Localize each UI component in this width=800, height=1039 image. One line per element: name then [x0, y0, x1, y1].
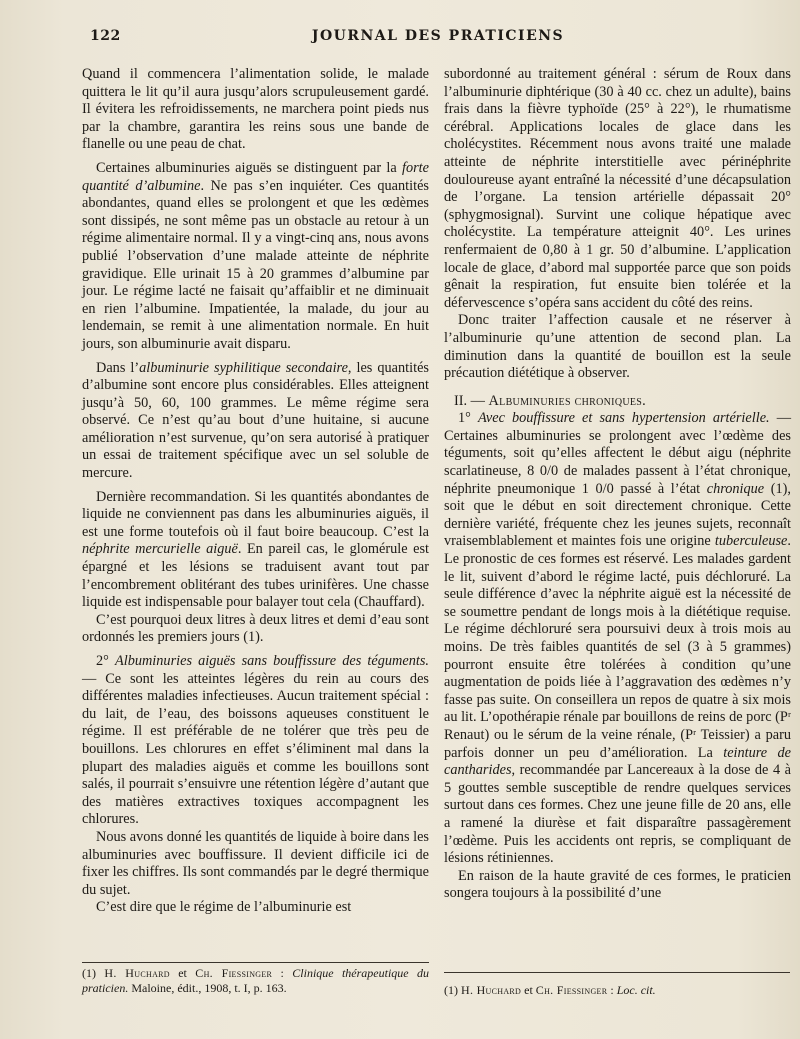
- right-column: [444, 66, 791, 961]
- subsection-title: Avec bouffissure et sans hypertension artérielle.: [477, 410, 770, 427]
- paragraph: C’est pourquoi deux litres à deux litres et demi d’eau sont ordonnés les premiers jours (1).: [82, 611, 429, 646]
- paragraph: Nous avons donné les quantités de liquide à boire dans les albuminuries avec bouffissure. Il devient difficile ici de fixer les chiffres. Ils sont commandés par le degré thermique du sujet.: [82, 828, 429, 898]
- running-head: [88, 24, 788, 48]
- emphasis: forte quantité d’albumine: [82, 159, 429, 194]
- journal-title: JOURNAL DES PRATICIENS: [311, 28, 565, 44]
- paragraph: Donc traiter l’affection causale et ne réserver à l’albuminurie qu’une attention de second plan. La diminution dans la quantité de bouillon est la seule précaution diététique à observer.: [444, 312, 791, 382]
- paragraph: En raison de la haute gravité de ces formes, le praticien songera toujours à la possibilité d’une: [444, 867, 791, 902]
- paragraph: Certaines albuminuries aiguës se distinguent par la forte quantité d’albumine. Ne pas s’en inquiéter. Ces quantités abondantes, quand elles se prolongent et que les œdèmes sont dissipés, ne sont même pas un obstacle au retour à un régime alimentaire normal. Il y a vingt-cinq ans, nous avons publié l’observation d’une malade atteinte de néphrite gravidique. Elle urinait 15 à 20 grammes d’albumine par jour. Le régime lacté ne faisait qu’affaiblir et ne diminuait en rien l’albumine. Impatientée, la malade, du jour au lendemain, se remit à une alimentation normale. En huit jours, son albuminurie avait disparu.: [82, 159, 429, 352]
- section-title: Albuminuries chroniques.: [488, 392, 647, 409]
- emphasis: albuminurie syphilitique secondaire: [139, 359, 348, 376]
- paragraph: Quand il commencera l’alimentation solide, le malade quittera le lit qu’il aura jusqu’alors scrupuleusement gardé. Il évitera les refroidissements, ne marchera point pieds nus par la chambre, garantira les reins sous une bande de flanelle ou une peau de chat.: [82, 66, 429, 153]
- page-number: 122: [90, 28, 121, 44]
- paragraph: 2° Albuminuries aiguës sans bouffissure des téguments. — Ce sont les atteintes légères du rein au cours des différentes maladies infectieuses. Aucun traitement spécial : du lait, de l’eau, des boissons aqueuses constituent le régime. Il est préférable de ne tolérer que très peu de bouillons. Les chlorures en effet s’éliminent mal dans la plupart des maladies aiguës et comme les bouillons sont salés, il pourrait s’ensuivre une rétention légère d’autant que des matières extractives toxiques accompagnent les chlorures.: [82, 653, 429, 828]
- left-column: [82, 66, 429, 961]
- paragraph: subordonné au traitement général : sérum de Roux dans l’albuminurie diphtérique (30 à 40 cc. chez un adulte), bains frais dans la fièvre typhoïde (25° à 22°), le rhumatisme cérébral. Applications locales de glace dans les cholécystites. Récemment nous avons traité une malade atteinte de néphrite interstitielle avec périnéphrite douloureuse ayant entraîné la nécessité d’une décapsulation de l’organe. La tension artérielle dépassait 20° (sphygmosignal). Survint une colique hépatique avec cholécystite. La température atteignit 40°. Les urines renfermaient de 0,80 à 1 gr. 50 d’albumine. L’application locale de glace, d’abord mal supportée parce que son poids gênait la respiration, fut ensuite bien tolérée et la défervescence s’opéra sans accident du côté des reins.: [444, 66, 791, 311]
- paragraph: Dans l’albuminurie syphilitique secondaire, les quantités d’albumine sont encore plus considérables. Elles atteignent jusqu’à 50, 60, 100 grammes. Le même régime sera observé. Ce n’est qu’au bout d’une huitaine, si aucune amélioration n’est survenue, qu’on sera autorisé à pratiquer un essai de traitement spécifique avec un sel soluble de mercure.: [82, 359, 429, 482]
- footnote-left: (1) H. Huchard et Ch. Fiessinger : Clinique thérapeutique du praticien. Maloine, édit., 1908, t. I, p. 163.: [82, 966, 429, 995]
- footnote-rule: [82, 962, 429, 963]
- emphasis: tuberculeuse: [714, 533, 788, 550]
- section-heading: II. — Albuminuries chroniques.: [454, 392, 647, 409]
- paragraph: Dernière recommandation. Si les quantités abondantes de liquide ne conviennent pas dans les albuminuries aiguës, il est une forme toutefois où il faut boire beaucoup. C’est la néphrite mercurielle aiguë. En pareil cas, le glomérule est épargné et les lésions se traduisent avant tout par l’encombrement oblitérant des tubes urinifères. Une chasse liquide est indispensable pour balayer tout cela (Chauffard).: [82, 488, 429, 611]
- emphasis: néphrite mercurielle aiguë: [82, 541, 238, 558]
- footnote-right: (1) H. Huchard et Ch. Fiessinger : Loc. cit.: [444, 983, 656, 997]
- footnote-rule: [444, 972, 790, 973]
- subsection-title: Albuminuries aiguës sans bouffissure des téguments.: [114, 653, 429, 669]
- paragraph: 1° Avec bouffissure et sans hypertension artérielle. — Certaines albuminuries se prolongent avec l’œdème des téguments, soit qu’elles affectent le début aigu (néphrite scarlatineuse, 8 0/0 de malades passent à l’état chronique, néphrite pneumonique 1 0/0 passé à l’état chronique (1), soit que le début en soit directement chronique. Cette dernière variété, fréquente chez les jeunes sujets, reconnaît vraisemblablement et maintes fois une origine tuberculeuse. Le pronostic de ces formes est réservé. Les malades gardent le lit, suivent d’abord le régime lacté, puis déchloruré. La seule différence d’avec la néphrite aiguë est la nécessité de se soumettre pendant de longs mois à la diététique requise. Le régime déchloruré sera poursuivi deux à trois mois au moins. De très faibles quantités de sel (3 à 5 grammes) pourront ensuite être tolérées à condition qu’une augmentation de poids liée à l’aggravation des œdèmes n’y fasse pas suite. On conseillera un repos de quatre à six mois au lit. L’opothérapie rénale par bouillons de reins de porc (Pʳ Renaut) ou le sérum de la veine rénale, (Pʳ Teissier) a paru parfois donner un peu d’amélioration. La teinture de cantharides, recommandée par Lancereaux à la dose de 4 à 5 gouttes semble susceptible de rendre quelques services surtout dans ces formes. Chez une jeune fille de 20 ans, elle a ramené la diurèse et fait disparaître passagèrement l’œdème. Puis les accidents ont repris, se compliquant de lésions rétiniennes.: [444, 410, 791, 867]
- emphasis: chronique: [706, 480, 765, 497]
- paragraph: C’est dire que le régime de l’albuminurie est: [96, 899, 352, 916]
- emphasis: teinture de cantharides: [444, 744, 791, 779]
